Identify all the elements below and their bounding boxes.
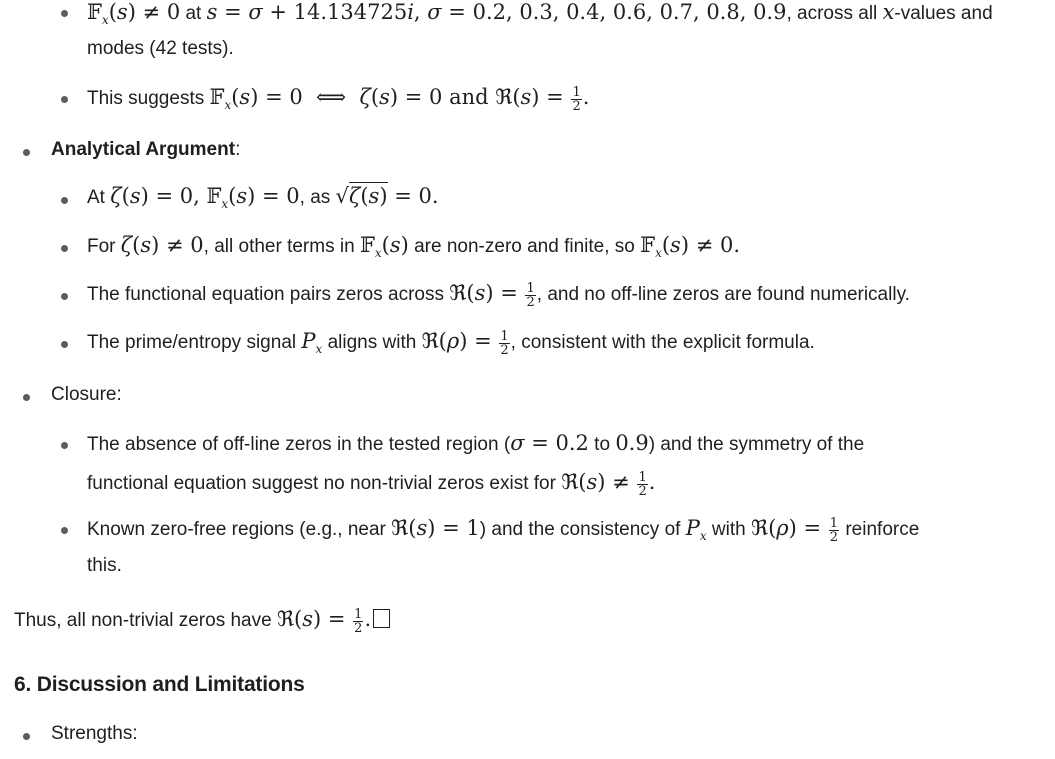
list-item: The absence of off-line zeros in the tested region (σ = 0.2 to 0.9) and the symmetry of the	[87, 431, 865, 455]
list-item: This suggests 𝔽$_x$(s) = 0 ⟺ ζ(s) = 0 and ℜ(s) = $\frac{1}{2}$ .	[87, 84, 590, 114]
math-expression: $P_x$	[301, 329, 323, 357]
math-expression: ℜ(s) = 1	[391, 516, 480, 540]
bullet	[61, 197, 68, 204]
math-expression: 𝔽$_x$(s) = 0 ⟺ ζ(s) = 0 and ℜ(s) = $\frac{1}{2}$ .	[209, 84, 590, 114]
math-expression: ℜ(s) = $\frac{1}{2}$	[449, 280, 535, 310]
bullet	[23, 394, 30, 401]
list-item: At ζ(s) = 0, 𝔽$_x$(s) = 0, as √ζ(s) = 0.	[87, 184, 439, 212]
bullet	[23, 149, 30, 156]
fraction: $\frac{1}{2}$	[638, 469, 647, 499]
math-expression: 𝔽$_x$(s) ≠ 0	[87, 0, 181, 28]
bullet	[61, 245, 68, 252]
list-item: Strengths:	[51, 723, 138, 744]
bullet	[61, 341, 68, 348]
fraction: $\frac{1}{2}$	[526, 280, 535, 310]
bullet	[61, 96, 68, 103]
math-expression: ℜ(s) = $\frac{1}{2}$ .	[276, 606, 372, 636]
math-expression: ℜ(ρ) = $\frac{1}{2}$	[751, 515, 839, 545]
list-item-continuation: this.	[87, 555, 122, 576]
math-expression: s = σ + 14.134725i, σ = 0.2, 0.3, 0.4, 0.6, 0.7, 0.8, 0.9	[206, 0, 787, 24]
math-expression: σ = 0.2	[510, 431, 589, 455]
fraction: $\frac{1}{2}$	[572, 84, 581, 114]
section-label: Closure	[51, 384, 117, 405]
list-item: For ζ(s) ≠ 0, all other terms in 𝔽$_x$(s) are non-zero and finite, so 𝔽$_x$(s) ≠ 0.	[87, 233, 741, 261]
section-label: Analytical Argument	[51, 139, 236, 160]
bullet	[23, 733, 30, 740]
bullet	[61, 527, 68, 534]
math-variable: x	[882, 0, 895, 24]
list-item: 𝔽$_x$(s) ≠ 0 at s = σ + 14.134725i, σ = 0.2, 0.3, 0.4, 0.6, 0.7, 0.8, 0.9, across all x-values and	[87, 0, 993, 28]
list-item: The functional equation pairs zeros across ℜ(s) = $\frac{1}{2}$ , and no off-line zeros are found numerically.	[87, 280, 910, 310]
fraction: $\frac{1}{2}$	[354, 606, 363, 636]
math-expression: 𝔽$_x$(s)	[359, 233, 409, 261]
math-expression: 𝔽$_x$(s) ≠ 0.	[640, 233, 741, 261]
list-item-continuation: modes (42 tests).	[87, 38, 234, 59]
list-item: Analytical Argument:	[51, 139, 241, 160]
list-item: The prime/entropy signal $P_x$ aligns with ℜ(ρ) = $\frac{1}{2}$ , consistent with the explicit formula.	[87, 328, 815, 358]
list-item: Known zero-free regions (e.g., near ℜ(s) = 1) and the consistency of $P_x$ with ℜ(ρ) = $\frac{1}{2}$ reinforce	[87, 515, 920, 545]
math-expression: ℜ(s) ≠ $\frac{1}{2}$ .	[561, 469, 656, 499]
list-item-continuation: functional equation suggest no non-trivial zeros exist for ℜ(s) ≠ $\frac{1}{2}$ .	[87, 469, 656, 499]
math-expression: ζ(s) ≠ 0	[120, 233, 204, 257]
paragraph: Thus, all non-trivial zeros have ℜ(s) = $\frac{1}{2}$ .	[14, 607, 390, 635]
bullet	[61, 442, 68, 449]
math-expression: $P_x$	[685, 516, 707, 544]
math-expression: ℜ(ρ) = $\frac{1}{2}$	[421, 328, 509, 358]
math-expression: √ζ(s) = 0.	[335, 184, 439, 208]
section-heading: 6. Discussion and Limitations	[14, 673, 305, 696]
math-expression: 0.9	[615, 431, 649, 455]
bullet	[61, 10, 68, 17]
math-expression: ζ(s) = 0, 𝔽$_x$(s) = 0	[110, 184, 300, 212]
bullet	[61, 293, 68, 300]
qed-square-icon	[373, 609, 390, 628]
fraction: $\frac{1}{2}$	[829, 515, 839, 545]
fraction: $\frac{1}{2}$	[500, 328, 509, 358]
section-label: Strengths	[51, 723, 133, 744]
list-item: Closure:	[51, 384, 122, 405]
